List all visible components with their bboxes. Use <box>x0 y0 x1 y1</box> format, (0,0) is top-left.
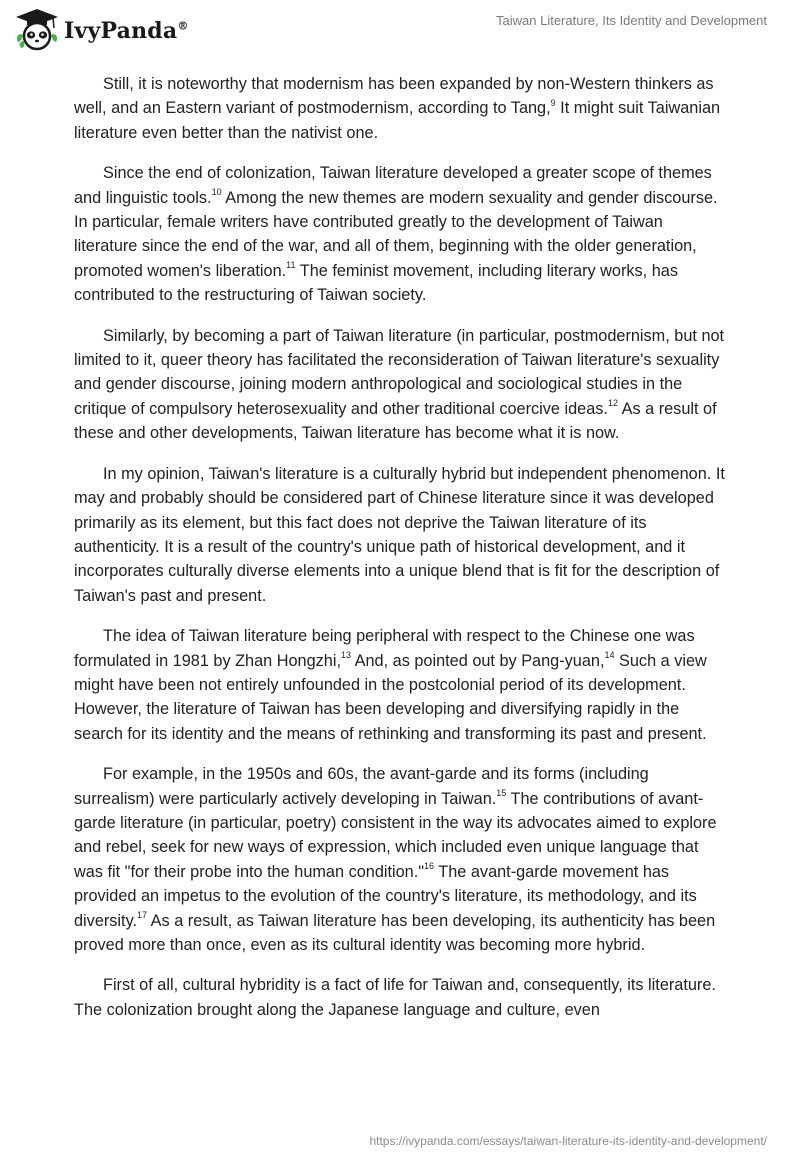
paragraph <box>74 161 730 307</box>
brand-logo[interactable] <box>14 8 189 52</box>
footnote-marker[interactable]: 13 <box>341 650 352 661</box>
brand-name-text: IvyPanda <box>64 18 178 44</box>
document-title: Taiwan Literature, Its Identity and Development <box>496 13 767 28</box>
paragraph-text: Since the end of colonization, Taiwan literature developed a greater scope of themes and linguistic tools. <box>74 164 712 207</box>
paragraph <box>74 72 730 145</box>
paragraph-text: The idea of Taiwan literature being peripheral with respect to the Chinese one was formulated in 1981 by Zhan Hongzhi, <box>74 627 695 670</box>
brand-name <box>64 18 189 44</box>
footnote-marker[interactable]: 11 <box>286 260 296 271</box>
brand-reg-mark: ® <box>177 19 189 33</box>
paragraph <box>74 324 730 446</box>
paragraph-text: Among the new themes are modern sexuality and gender discourse. In particular, female writers have contributed greatly to the development of Taiwan literature since the end of the war, and all of them, beginning with the older generation, promoted women's liberation. <box>74 188 718 280</box>
paragraph <box>74 973 730 1022</box>
paragraph-text: Similarly, by becoming a part of Taiwan literature (in particular, postmodernism, but not limited to it, queer theory has facilitated the reconsideration of Taiwan literature's sexuality and gender discourse, joining modern anthropological and sociological studies in the critique of compulsory heterosexuality and other traditional coercive ideas. <box>74 326 725 418</box>
paragraph-text: The feminist movement, including literary works, has contributed to the restructuring of Taiwan society. <box>74 261 678 305</box>
paragraph-text: Still, it is noteworthy that modernism has been expanded by non-Western thinkers as well, and an Eastern variant of postmodernism, according to Tang, <box>74 75 714 118</box>
paragraph-text: It might suit Taiwanian literature even better than the nativist one. <box>74 99 721 142</box>
paragraph-text: The avant-garde movement has provided an impetus to the evolution of the country's literature, its methodology, and its diversity. <box>74 862 697 930</box>
footnote-marker[interactable]: 14 <box>604 650 615 661</box>
paragraph <box>74 462 730 608</box>
page-header <box>0 0 800 60</box>
paragraph-text: And, as pointed out by Pang-yuan, <box>351 651 605 670</box>
paragraph-text: As a result of these and other developments, Taiwan literature has become what it is now. <box>74 399 717 443</box>
essay-body <box>74 72 730 1038</box>
paragraph-text: Such a view might have been not entirely unfounded in the postcolonial period of its development. However, the literature of Taiwan has been developing and diversifying rapidly in the search for its identity and the means of rethinking and transforming its past and present. <box>74 651 707 743</box>
paragraph-text: In my opinion, Taiwan's literature is a culturally hybrid but independent phenomenon. It may and probably should be considered part of Chinese literature since it was developed primarily as its element, but this fact does not deprive the Taiwan literature of its authenticity. It is a result of the country's unique path of historical development, and it incorporates culturally diverse elements into a unique blend that is fit for the description of Taiwan's past and present. <box>74 464 725 605</box>
footnote-marker[interactable]: 17 <box>137 910 148 921</box>
paragraph <box>74 762 730 957</box>
paragraph <box>74 624 730 746</box>
paragraph-text: First of all, cultural hybridity is a fact of life for Taiwan and, consequently, its literature. The colonization brought along the Japanese language and culture, even <box>74 976 716 1019</box>
footnote-marker[interactable]: 16 <box>424 861 435 872</box>
source-url[interactable]: https://ivypanda.com/essays/taiwan-literature-its-identity-and-development/ <box>369 1134 767 1148</box>
footnote-marker[interactable]: 9 <box>550 97 556 108</box>
panda-graduate-icon <box>14 8 60 52</box>
footnote-marker[interactable]: 10 <box>211 187 222 198</box>
footnote-marker[interactable]: 12 <box>607 398 618 409</box>
paragraph-text: As a result, as Taiwan literature has been developing, its authenticity has been proved more than once, even as its cultural identity was becoming more hybrid. <box>74 911 716 954</box>
paragraph-text: For example, in the 1950s and 60s, the avant-garde and its forms (including surrealism) were particularly actively developing in Taiwan. <box>74 765 649 808</box>
footnote-marker[interactable]: 15 <box>496 788 507 799</box>
paragraph-text: The contributions of avant-garde literature (in particular, poetry) consistent in the way its advocates aimed to explore and rebel, seek for new ways of expression, which included even unique language that was fit "for their probe into the human condition." <box>74 789 717 881</box>
